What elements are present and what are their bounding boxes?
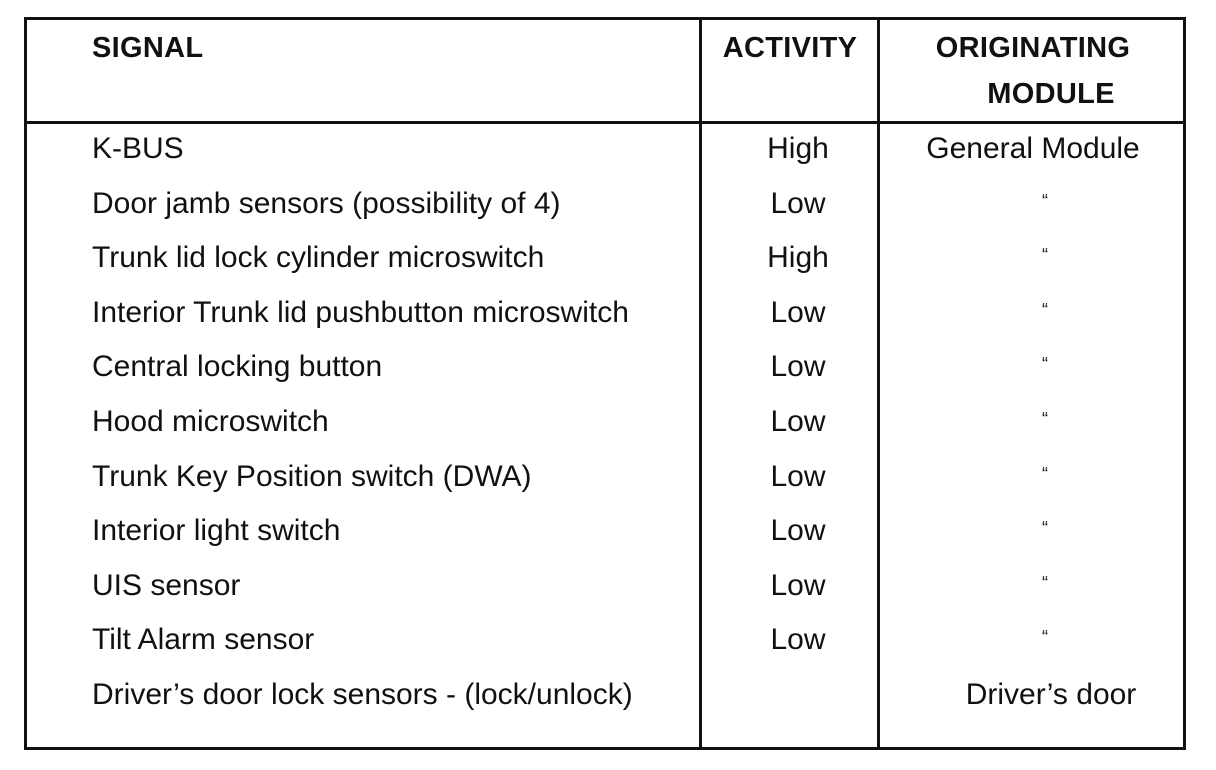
activity-cell: Low — [770, 186, 826, 220]
table-row — [0, 399, 1216, 454]
module-cell: “ — [1042, 245, 1048, 266]
module-cell: “ — [1042, 627, 1048, 648]
header-originating-module — [880, 25, 1186, 117]
table-body — [0, 126, 1216, 727]
signal-cell: Interior Trunk lid pushbutton microswitch — [92, 295, 629, 329]
module-cell: General Module — [926, 132, 1140, 165]
table-row — [0, 235, 1216, 290]
signal-cell: Trunk Key Position switch (DWA) — [92, 459, 532, 493]
signal-cell: Trunk lid lock cylinder microswitch — [92, 241, 545, 275]
table-row — [0, 290, 1216, 345]
table-row — [0, 126, 1216, 181]
activity-cell: Low — [770, 459, 826, 493]
activity-cell: Low — [770, 350, 826, 384]
signal-cell: Tilt Alarm sensor — [92, 623, 315, 657]
header-module-line2: MODULE — [987, 78, 1115, 110]
module-cell: “ — [1042, 408, 1048, 429]
table-row — [0, 563, 1216, 618]
activity-cell: Low — [770, 404, 826, 438]
table-row — [0, 617, 1216, 672]
activity-cell: High — [767, 241, 829, 275]
activity-cell: High — [767, 132, 829, 165]
signal-cell: Central locking button — [92, 350, 383, 384]
activity-cell: Low — [770, 623, 826, 657]
table-row — [0, 454, 1216, 509]
module-cell: “ — [1042, 354, 1048, 375]
header-activity: ACTIVITY — [722, 32, 858, 64]
header-module-line1: ORIGINATING — [935, 32, 1131, 64]
table-row — [0, 672, 1216, 727]
signal-cell: Door jamb sensors (possibility of 4) — [92, 186, 561, 220]
table-row — [0, 344, 1216, 399]
header-divider — [24, 121, 1186, 124]
signal-cell: K-BUS — [92, 132, 184, 165]
activity-cell: Low — [770, 295, 826, 329]
signal-cell: UIS sensor — [92, 568, 241, 602]
table-row — [0, 508, 1216, 563]
signal-cell: Interior light switch — [92, 514, 341, 548]
module-cell: “ — [1042, 299, 1048, 320]
signal-cell: Hood microswitch — [92, 404, 329, 438]
table-row — [0, 181, 1216, 236]
module-cell: “ — [1042, 572, 1048, 593]
module-cell: Driver’s door — [965, 677, 1137, 711]
activity-cell: Low — [770, 568, 826, 602]
module-cell: “ — [1042, 518, 1048, 539]
module-cell: “ — [1042, 463, 1048, 484]
module-cell: “ — [1042, 190, 1048, 211]
activity-cell: Low — [770, 514, 826, 548]
header-signal: SIGNAL — [92, 32, 204, 64]
signal-cell: Driver’s door lock sensors - (lock/unlock) — [92, 677, 633, 711]
